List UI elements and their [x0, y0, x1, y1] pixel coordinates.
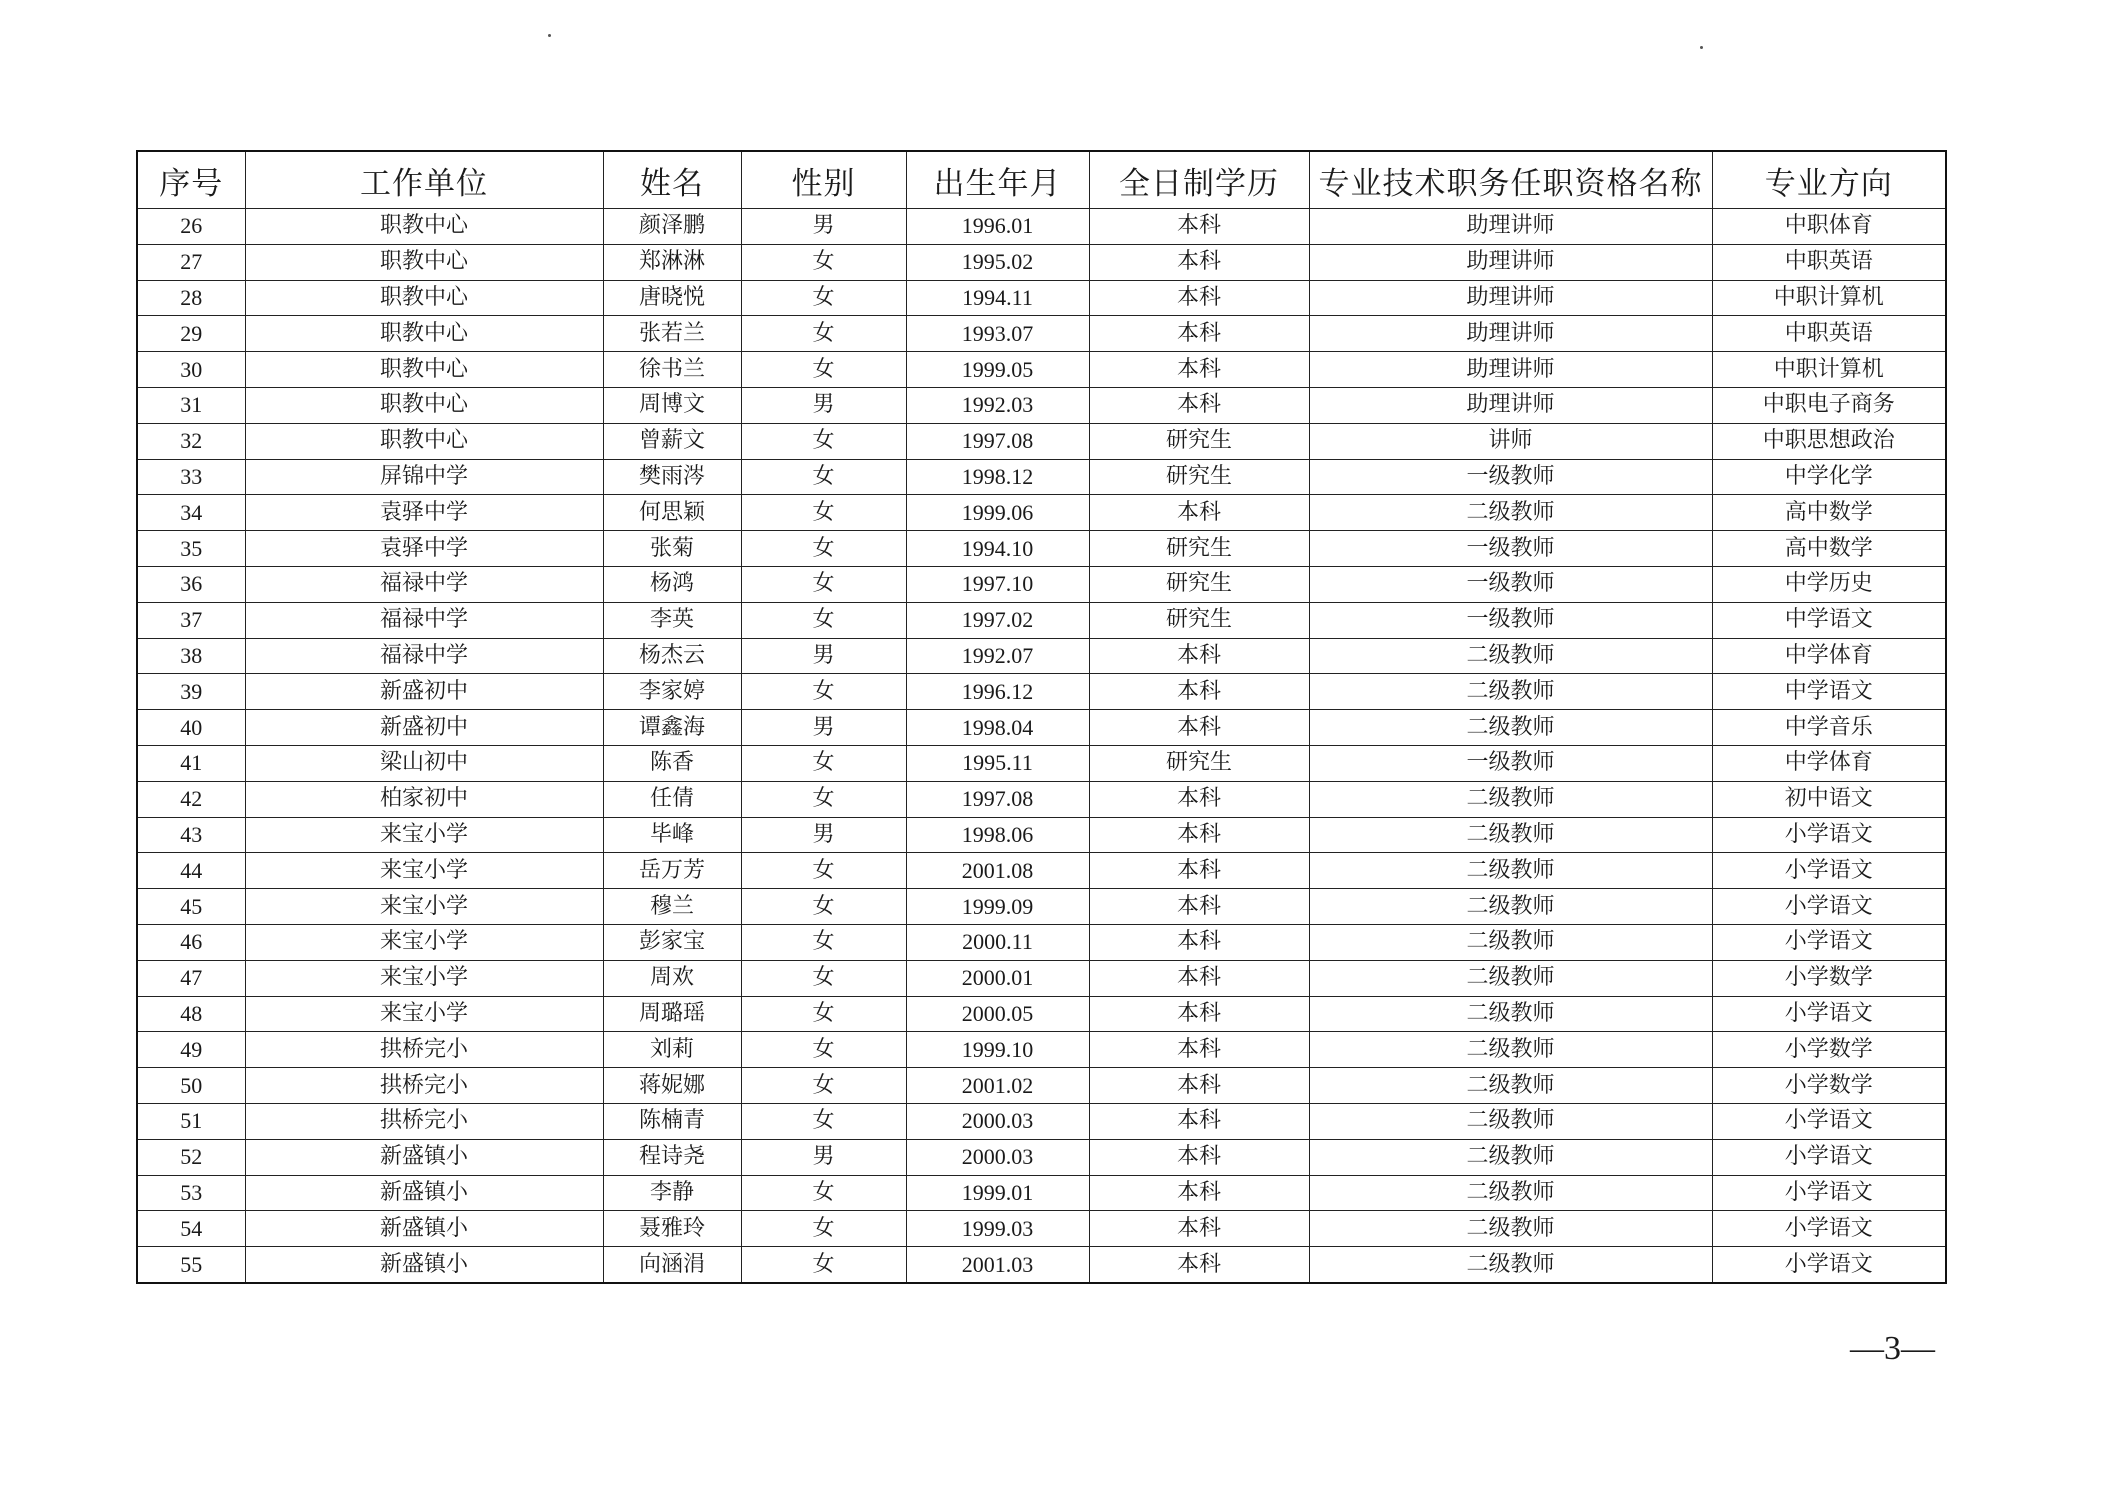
row-index-cell: 34 [137, 495, 245, 531]
page-number: —3— [1850, 1330, 1935, 1367]
gender-cell: 女 [741, 566, 906, 602]
work-unit-cell: 屏锦中学 [245, 459, 603, 495]
row-index-cell: 37 [137, 602, 245, 638]
education-cell: 研究生 [1089, 602, 1309, 638]
title-cell: 二级教师 [1309, 853, 1712, 889]
education-cell: 本科 [1089, 244, 1309, 280]
work-unit-cell: 职教中心 [245, 280, 603, 316]
table-row [137, 674, 1946, 710]
name-cell: 谭鑫海 [603, 710, 741, 746]
birth-date-cell: 1998.12 [906, 459, 1089, 495]
table-row [137, 352, 1946, 388]
birth-date-cell: 2001.02 [906, 1068, 1089, 1104]
work-unit-cell: 职教中心 [245, 316, 603, 352]
title-cell: 助理讲师 [1309, 352, 1712, 388]
education-cell: 本科 [1089, 781, 1309, 817]
title-cell: 一级教师 [1309, 459, 1712, 495]
header-row [137, 151, 1946, 209]
work-unit-cell: 职教中心 [245, 209, 603, 245]
table-row [137, 924, 1946, 960]
specialty-cell: 小学语文 [1712, 1211, 1946, 1247]
name-cell: 何思颖 [603, 495, 741, 531]
table-row [137, 244, 1946, 280]
name-cell: 张菊 [603, 531, 741, 567]
title-cell: 二级教师 [1309, 1068, 1712, 1104]
gender-cell: 女 [741, 1032, 906, 1068]
scan-mark [1700, 46, 1703, 49]
gender-cell: 女 [741, 1175, 906, 1211]
title-cell: 二级教师 [1309, 1247, 1712, 1283]
work-unit-cell: 柏家初中 [245, 781, 603, 817]
work-unit-cell: 职教中心 [245, 387, 603, 423]
title-cell: 助理讲师 [1309, 280, 1712, 316]
name-cell: 曾薪文 [603, 423, 741, 459]
gender-cell: 男 [741, 638, 906, 674]
name-cell: 蒋妮娜 [603, 1068, 741, 1104]
specialty-cell: 中学音乐 [1712, 710, 1946, 746]
specialty-cell: 小学语文 [1712, 1139, 1946, 1175]
birth-date-cell: 1997.08 [906, 781, 1089, 817]
table-row [137, 996, 1946, 1032]
table-row [137, 1032, 1946, 1068]
name-cell: 张若兰 [603, 316, 741, 352]
education-cell: 本科 [1089, 1247, 1309, 1283]
title-cell: 二级教师 [1309, 817, 1712, 853]
title-cell: 二级教师 [1309, 1175, 1712, 1211]
row-index-cell: 32 [137, 423, 245, 459]
specialty-cell: 中职体育 [1712, 209, 1946, 245]
gender-cell: 女 [741, 960, 906, 996]
gender-cell: 女 [741, 853, 906, 889]
gender-cell: 女 [741, 1068, 906, 1104]
row-index-cell: 45 [137, 889, 245, 925]
education-cell: 本科 [1089, 638, 1309, 674]
name-cell: 樊雨涔 [603, 459, 741, 495]
birth-date-cell: 1999.01 [906, 1175, 1089, 1211]
work-unit-cell: 新盛镇小 [245, 1175, 603, 1211]
table-row [137, 960, 1946, 996]
work-unit-cell: 来宝小学 [245, 817, 603, 853]
row-index-cell: 31 [137, 387, 245, 423]
title-cell: 助理讲师 [1309, 209, 1712, 245]
education-cell: 研究生 [1089, 745, 1309, 781]
gender-cell: 女 [741, 316, 906, 352]
specialty-cell: 小学语文 [1712, 924, 1946, 960]
education-cell: 本科 [1089, 960, 1309, 996]
name-cell: 穆兰 [603, 889, 741, 925]
name-cell: 周博文 [603, 387, 741, 423]
table-row [137, 387, 1946, 423]
work-unit-cell: 新盛镇小 [245, 1211, 603, 1247]
row-index-cell: 50 [137, 1068, 245, 1104]
birth-date-cell: 1992.07 [906, 638, 1089, 674]
table-row [137, 889, 1946, 925]
education-cell: 本科 [1089, 316, 1309, 352]
work-unit-cell: 职教中心 [245, 423, 603, 459]
gender-cell: 女 [741, 602, 906, 638]
title-cell: 一级教师 [1309, 602, 1712, 638]
row-index-cell: 38 [137, 638, 245, 674]
title-cell: 二级教师 [1309, 1032, 1712, 1068]
name-cell: 陈香 [603, 745, 741, 781]
birth-date-cell: 1999.03 [906, 1211, 1089, 1247]
work-unit-cell: 福禄中学 [245, 566, 603, 602]
row-index-cell: 48 [137, 996, 245, 1032]
title-cell: 二级教师 [1309, 924, 1712, 960]
title-cell: 二级教师 [1309, 674, 1712, 710]
education-cell: 本科 [1089, 996, 1309, 1032]
title-cell: 二级教师 [1309, 638, 1712, 674]
table-row [137, 1211, 1946, 1247]
gender-cell: 女 [741, 423, 906, 459]
birth-date-cell: 1998.06 [906, 817, 1089, 853]
name-cell: 任倩 [603, 781, 741, 817]
title-cell: 二级教师 [1309, 710, 1712, 746]
work-unit-cell: 来宝小学 [245, 960, 603, 996]
work-unit-cell: 新盛镇小 [245, 1247, 603, 1283]
title-cell: 二级教师 [1309, 960, 1712, 996]
specialty-cell: 初中语文 [1712, 781, 1946, 817]
table-row [137, 638, 1946, 674]
education-cell: 本科 [1089, 710, 1309, 746]
table-row [137, 209, 1946, 245]
row-index-cell: 35 [137, 531, 245, 567]
work-unit-cell: 梁山初中 [245, 745, 603, 781]
work-unit-cell: 福禄中学 [245, 602, 603, 638]
specialty-cell: 小学语文 [1712, 889, 1946, 925]
title-cell: 讲师 [1309, 423, 1712, 459]
gender-cell: 女 [741, 1247, 906, 1283]
title-cell: 一级教师 [1309, 531, 1712, 567]
name-cell: 毕峰 [603, 817, 741, 853]
title-cell: 二级教师 [1309, 1211, 1712, 1247]
education-cell: 研究生 [1089, 423, 1309, 459]
birth-date-cell: 1999.10 [906, 1032, 1089, 1068]
table-row [137, 1175, 1946, 1211]
table-row [137, 745, 1946, 781]
specialty-cell: 中学体育 [1712, 638, 1946, 674]
birth-date-cell: 1994.10 [906, 531, 1089, 567]
name-cell: 周璐瑶 [603, 996, 741, 1032]
specialty-cell: 小学语文 [1712, 1247, 1946, 1283]
specialty-cell: 小学语文 [1712, 817, 1946, 853]
row-index-cell: 55 [137, 1247, 245, 1283]
title-cell: 助理讲师 [1309, 244, 1712, 280]
birth-date-cell: 1993.07 [906, 316, 1089, 352]
birth-date-cell: 1995.02 [906, 244, 1089, 280]
birth-date-cell: 1994.11 [906, 280, 1089, 316]
gender-cell: 男 [741, 1139, 906, 1175]
table-row [137, 280, 1946, 316]
specialty-cell: 中学历史 [1712, 566, 1946, 602]
specialty-cell: 小学数学 [1712, 960, 1946, 996]
specialty-cell: 小学语文 [1712, 1103, 1946, 1139]
birth-date-cell: 1996.01 [906, 209, 1089, 245]
work-unit-cell: 袁驿中学 [245, 531, 603, 567]
specialty-cell: 中学语文 [1712, 674, 1946, 710]
table-row [137, 853, 1946, 889]
birth-date-cell: 1992.03 [906, 387, 1089, 423]
gender-cell: 男 [741, 710, 906, 746]
work-unit-cell: 来宝小学 [245, 889, 603, 925]
education-cell: 本科 [1089, 209, 1309, 245]
name-cell: 聂雅玲 [603, 1211, 741, 1247]
work-unit-cell: 来宝小学 [245, 924, 603, 960]
name-cell: 刘莉 [603, 1032, 741, 1068]
specialty-cell: 中职电子商务 [1712, 387, 1946, 423]
header-cell: 出生年月 [906, 151, 1089, 209]
table-row [137, 1139, 1946, 1175]
birth-date-cell: 1997.08 [906, 423, 1089, 459]
birth-date-cell: 2001.08 [906, 853, 1089, 889]
birth-date-cell: 1998.04 [906, 710, 1089, 746]
gender-cell: 女 [741, 459, 906, 495]
row-index-cell: 33 [137, 459, 245, 495]
specialty-cell: 高中数学 [1712, 495, 1946, 531]
work-unit-cell: 新盛初中 [245, 674, 603, 710]
education-cell: 本科 [1089, 352, 1309, 388]
specialty-cell: 小学语文 [1712, 853, 1946, 889]
education-cell: 本科 [1089, 1068, 1309, 1104]
specialty-cell: 小学语文 [1712, 996, 1946, 1032]
header-cell: 专业方向 [1712, 151, 1946, 209]
name-cell: 周欢 [603, 960, 741, 996]
header-cell: 序号 [137, 151, 245, 209]
name-cell: 陈楠青 [603, 1103, 741, 1139]
birth-date-cell: 2000.05 [906, 996, 1089, 1032]
table-row [137, 817, 1946, 853]
education-cell: 本科 [1089, 853, 1309, 889]
work-unit-cell: 拱桥完小 [245, 1068, 603, 1104]
work-unit-cell: 职教中心 [245, 352, 603, 388]
title-cell: 二级教师 [1309, 1103, 1712, 1139]
education-cell: 本科 [1089, 1103, 1309, 1139]
table-row [137, 566, 1946, 602]
gender-cell: 男 [741, 387, 906, 423]
gender-cell: 女 [741, 889, 906, 925]
birth-date-cell: 1999.09 [906, 889, 1089, 925]
row-index-cell: 54 [137, 1211, 245, 1247]
birth-date-cell: 2000.01 [906, 960, 1089, 996]
gender-cell: 女 [741, 531, 906, 567]
row-index-cell: 41 [137, 745, 245, 781]
birth-date-cell: 1999.06 [906, 495, 1089, 531]
title-cell: 二级教师 [1309, 889, 1712, 925]
education-cell: 研究生 [1089, 531, 1309, 567]
specialty-cell: 中职思想政治 [1712, 423, 1946, 459]
education-cell: 本科 [1089, 1175, 1309, 1211]
name-cell: 李静 [603, 1175, 741, 1211]
work-unit-cell: 拱桥完小 [245, 1103, 603, 1139]
scan-mark [548, 34, 551, 37]
birth-date-cell: 2000.11 [906, 924, 1089, 960]
birth-date-cell: 2001.03 [906, 1247, 1089, 1283]
specialty-cell: 高中数学 [1712, 531, 1946, 567]
birth-date-cell: 1995.11 [906, 745, 1089, 781]
gender-cell: 女 [741, 1211, 906, 1247]
row-index-cell: 44 [137, 853, 245, 889]
work-unit-cell: 袁驿中学 [245, 495, 603, 531]
specialty-cell: 小学数学 [1712, 1032, 1946, 1068]
name-cell: 杨杰云 [603, 638, 741, 674]
header-cell: 全日制学历 [1089, 151, 1309, 209]
row-index-cell: 51 [137, 1103, 245, 1139]
gender-cell: 女 [741, 1103, 906, 1139]
gender-cell: 女 [741, 674, 906, 710]
gender-cell: 女 [741, 924, 906, 960]
row-index-cell: 28 [137, 280, 245, 316]
table-row [137, 423, 1946, 459]
header-cell: 性别 [741, 151, 906, 209]
gender-cell: 女 [741, 280, 906, 316]
education-cell: 本科 [1089, 674, 1309, 710]
specialty-cell: 小学数学 [1712, 1068, 1946, 1104]
birth-date-cell: 1999.05 [906, 352, 1089, 388]
name-cell: 颜泽鹏 [603, 209, 741, 245]
work-unit-cell: 新盛镇小 [245, 1139, 603, 1175]
title-cell: 助理讲师 [1309, 387, 1712, 423]
title-cell: 一级教师 [1309, 745, 1712, 781]
gender-cell: 女 [741, 781, 906, 817]
name-cell: 杨鸿 [603, 566, 741, 602]
work-unit-cell: 职教中心 [245, 244, 603, 280]
gender-cell: 男 [741, 209, 906, 245]
education-cell: 研究生 [1089, 459, 1309, 495]
specialty-cell: 小学语文 [1712, 1175, 1946, 1211]
name-cell: 岳万芳 [603, 853, 741, 889]
row-index-cell: 30 [137, 352, 245, 388]
table-row [137, 710, 1946, 746]
name-cell: 郑淋淋 [603, 244, 741, 280]
gender-cell: 女 [741, 352, 906, 388]
table-row [137, 781, 1946, 817]
name-cell: 向涵涓 [603, 1247, 741, 1283]
title-cell: 一级教师 [1309, 566, 1712, 602]
birth-date-cell: 1997.02 [906, 602, 1089, 638]
header-cell: 专业技术职务任职资格名称 [1309, 151, 1712, 209]
table-row [137, 1247, 1946, 1283]
row-index-cell: 40 [137, 710, 245, 746]
gender-cell: 女 [741, 745, 906, 781]
name-cell: 李家婷 [603, 674, 741, 710]
header-cell: 工作单位 [245, 151, 603, 209]
title-cell: 二级教师 [1309, 495, 1712, 531]
row-index-cell: 52 [137, 1139, 245, 1175]
birth-date-cell: 2000.03 [906, 1103, 1089, 1139]
table-row [137, 459, 1946, 495]
education-cell: 本科 [1089, 387, 1309, 423]
work-unit-cell: 新盛初中 [245, 710, 603, 746]
specialty-cell: 中职英语 [1712, 244, 1946, 280]
title-cell: 助理讲师 [1309, 316, 1712, 352]
gender-cell: 女 [741, 996, 906, 1032]
name-cell: 唐晓悦 [603, 280, 741, 316]
name-cell: 徐书兰 [603, 352, 741, 388]
birth-date-cell: 1997.10 [906, 566, 1089, 602]
staff-table [136, 150, 1947, 1284]
education-cell: 本科 [1089, 817, 1309, 853]
education-cell: 本科 [1089, 924, 1309, 960]
education-cell: 本科 [1089, 495, 1309, 531]
work-unit-cell: 福禄中学 [245, 638, 603, 674]
row-index-cell: 46 [137, 924, 245, 960]
table-row [137, 495, 1946, 531]
work-unit-cell: 拱桥完小 [245, 1032, 603, 1068]
education-cell: 本科 [1089, 889, 1309, 925]
row-index-cell: 47 [137, 960, 245, 996]
table-body [137, 209, 1946, 1283]
name-cell: 彭家宝 [603, 924, 741, 960]
birth-date-cell: 1996.12 [906, 674, 1089, 710]
education-cell: 本科 [1089, 1032, 1309, 1068]
row-index-cell: 49 [137, 1032, 245, 1068]
work-unit-cell: 来宝小学 [245, 853, 603, 889]
document-sheet [136, 150, 1947, 1284]
education-cell: 研究生 [1089, 566, 1309, 602]
row-index-cell: 29 [137, 316, 245, 352]
header-cell: 姓名 [603, 151, 741, 209]
work-unit-cell: 来宝小学 [245, 996, 603, 1032]
table-row [137, 531, 1946, 567]
gender-cell: 男 [741, 817, 906, 853]
name-cell: 程诗尧 [603, 1139, 741, 1175]
specialty-cell: 中职计算机 [1712, 352, 1946, 388]
row-index-cell: 27 [137, 244, 245, 280]
table-row [137, 1068, 1946, 1104]
row-index-cell: 39 [137, 674, 245, 710]
title-cell: 二级教师 [1309, 1139, 1712, 1175]
education-cell: 本科 [1089, 280, 1309, 316]
birth-date-cell: 2000.03 [906, 1139, 1089, 1175]
specialty-cell: 中学化学 [1712, 459, 1946, 495]
specialty-cell: 中学体育 [1712, 745, 1946, 781]
specialty-cell: 中职计算机 [1712, 280, 1946, 316]
row-index-cell: 36 [137, 566, 245, 602]
name-cell: 李英 [603, 602, 741, 638]
row-index-cell: 43 [137, 817, 245, 853]
education-cell: 本科 [1089, 1139, 1309, 1175]
education-cell: 本科 [1089, 1211, 1309, 1247]
gender-cell: 女 [741, 495, 906, 531]
row-index-cell: 42 [137, 781, 245, 817]
title-cell: 二级教师 [1309, 996, 1712, 1032]
table-row [137, 316, 1946, 352]
title-cell: 二级教师 [1309, 781, 1712, 817]
row-index-cell: 26 [137, 209, 245, 245]
table-row [137, 602, 1946, 638]
specialty-cell: 中职英语 [1712, 316, 1946, 352]
row-index-cell: 53 [137, 1175, 245, 1211]
gender-cell: 女 [741, 244, 906, 280]
table-row [137, 1103, 1946, 1139]
specialty-cell: 中学语文 [1712, 602, 1946, 638]
